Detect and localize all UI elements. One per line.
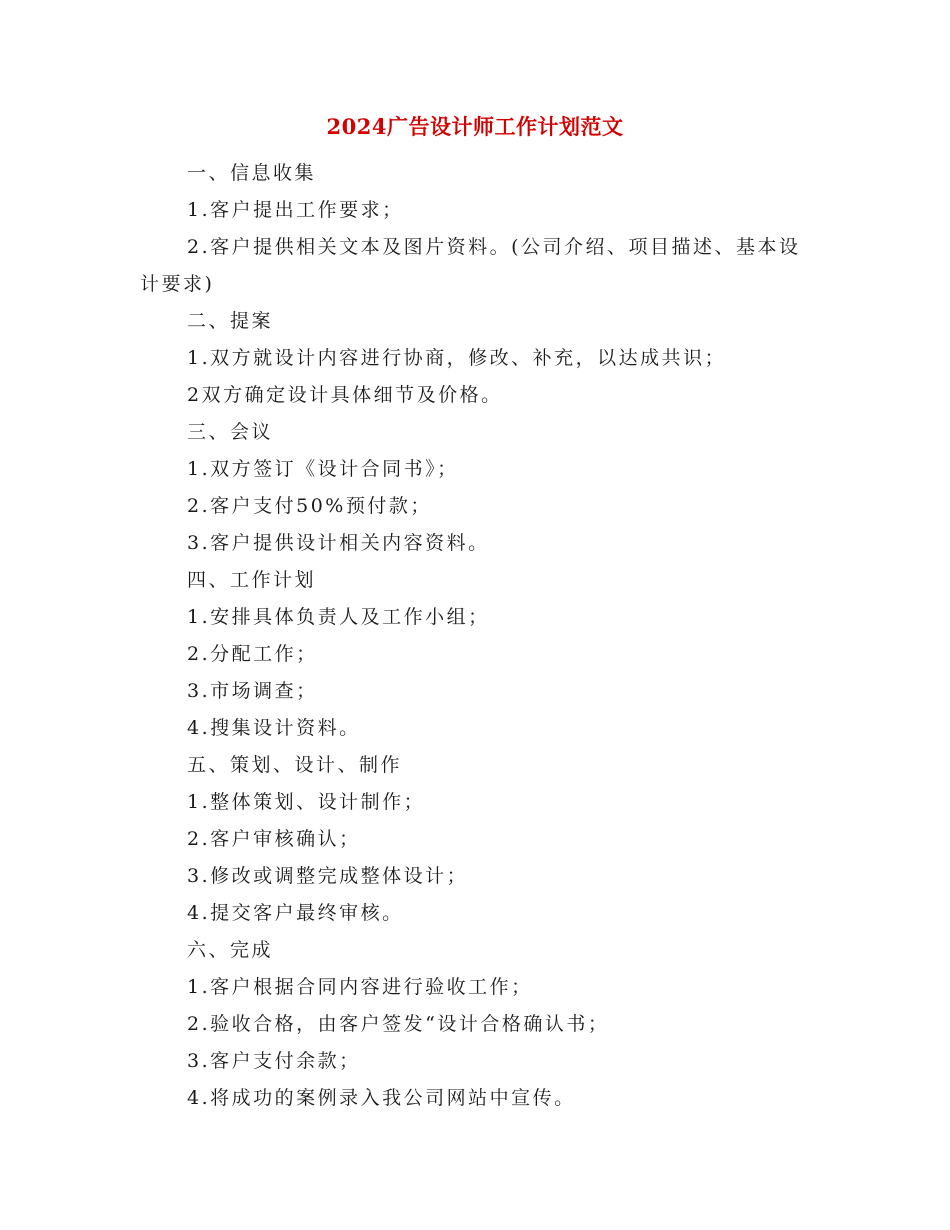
list-item: 2.客户提供相关文本及图片资料。(公司介绍、项目描述、基本设计要求) — [140, 236, 801, 295]
list-item: 3.修改或调整完成整体设计； — [187, 865, 469, 887]
list-item: 2.客户审核确认； — [187, 828, 361, 850]
section-heading: 二、提案 — [187, 310, 274, 332]
section-heading: 一、信息收集 — [187, 162, 317, 184]
document-title: 2024广告设计师工作计划范文 — [326, 114, 624, 139]
list-item: 1.安排具体负责人及工作小组； — [187, 606, 490, 628]
list-item: 4.搜集设计资料。 — [187, 717, 361, 739]
list-item: 3.客户支付余款； — [187, 1050, 361, 1072]
section-heading: 四、工作计划 — [187, 569, 317, 591]
section-heading: 三、会议 — [187, 421, 274, 443]
list-item: 3.市场调查； — [187, 680, 318, 702]
list-item: 2.验收合格，由客户签发“设计合格确认书； — [187, 1013, 610, 1035]
list-item: 4.将成功的案例录入我公司网站中宣传。 — [187, 1087, 576, 1109]
list-item: 3.客户提供设计相关内容资料。 — [187, 532, 490, 554]
document-body — [140, 155, 810, 1117]
list-item: 4.提交客户最终审核。 — [187, 902, 404, 924]
list-item: 2.客户支付50%预付款； — [187, 495, 432, 517]
section-heading: 五、策划、设计、制作 — [187, 754, 403, 776]
list-item: 1.客户根据合同内容进行验收工作； — [187, 976, 533, 998]
list-item: 1.整体策划、设计制作； — [187, 791, 426, 813]
list-item: 1.客户提出工作要求； — [187, 199, 404, 221]
list-item: 2.分配工作； — [187, 643, 318, 665]
list-item: 2双方确定设计具体细节及价格。 — [187, 384, 503, 406]
section-heading: 六、完成 — [187, 939, 274, 961]
list-item: 1.双方签订《设计合同书》； — [187, 458, 459, 480]
list-item: 1.双方就设计内容进行协商，修改、补充，以达成共识； — [187, 347, 727, 369]
